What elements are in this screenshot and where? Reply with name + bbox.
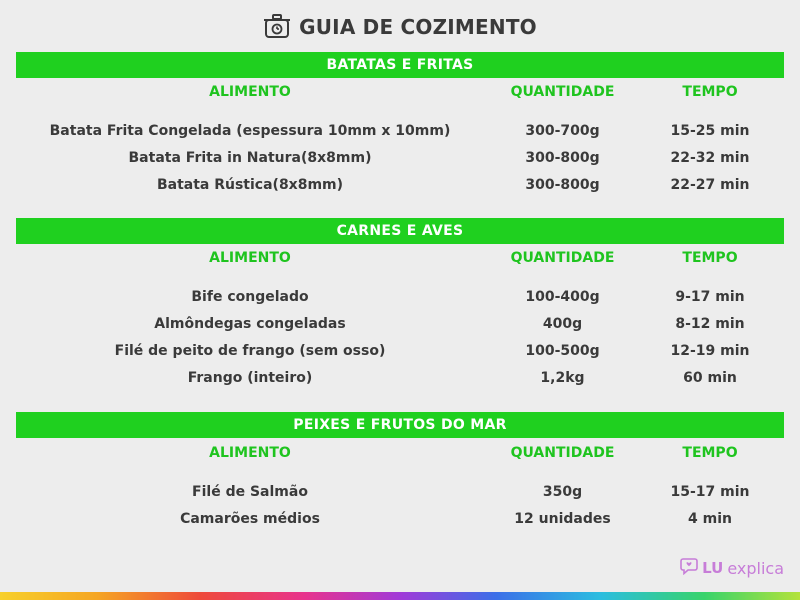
section-header-batatas: BATATAS E FRITAS: [16, 52, 784, 78]
food-cell: Frango (inteiro): [187, 370, 313, 386]
quantity-cell: 12 unidades: [514, 511, 611, 527]
quantity-cell: 300-800g: [525, 150, 600, 166]
page-title: GUIA DE COZIMENTO: [299, 15, 537, 39]
column-header-row: [0, 80, 800, 104]
time-cell: 12-19 min: [670, 343, 750, 359]
table-row: [0, 480, 800, 504]
quantity-cell: 350g: [542, 484, 583, 500]
rainbow-bar: [0, 592, 800, 600]
food-cell: Filé de Salmão: [192, 484, 308, 500]
table-row: [0, 146, 800, 170]
quantity-cell: 1,2kg: [540, 370, 585, 386]
quantity-cell: 300-800g: [525, 177, 600, 193]
time-cell: 4 min: [688, 511, 732, 527]
column-header-food: ALIMENTO: [209, 84, 291, 100]
food-cell: Camarões médios: [180, 511, 320, 527]
table-row: [0, 366, 800, 390]
column-header-quantity: QUANTIDADE: [510, 445, 615, 461]
quantity-cell: 400g: [542, 316, 583, 332]
food-cell: Batata Frita Congelada (espessura 10mm x 10mm): [49, 123, 451, 139]
lu-explica-logo: [680, 556, 784, 580]
time-cell: 15-25 min: [670, 123, 750, 139]
column-header-row: [0, 246, 800, 270]
food-cell: Bife congelado: [191, 289, 309, 305]
table-row: [0, 119, 800, 143]
column-header-food: ALIMENTO: [209, 445, 291, 461]
time-cell: 22-32 min: [670, 150, 750, 166]
food-cell: Filé de peito de frango (sem osso): [114, 343, 386, 359]
section-header-peixes: PEIXES E FRUTOS DO MAR: [16, 412, 784, 438]
time-cell: 8-12 min: [675, 316, 745, 332]
page-header: [0, 12, 800, 42]
column-header-food: ALIMENTO: [209, 250, 291, 266]
quantity-cell: 100-400g: [525, 289, 600, 305]
time-cell: 60 min: [683, 370, 737, 386]
column-header-quantity: QUANTIDADE: [510, 250, 615, 266]
column-header-time: TEMPO: [682, 445, 738, 461]
chat-bubble-icon: [680, 557, 698, 579]
column-header-quantity: QUANTIDADE: [510, 84, 615, 100]
quantity-cell: 300-700g: [525, 123, 600, 139]
food-cell: Almôndegas congeladas: [154, 316, 346, 332]
logo-brand: LU: [702, 559, 724, 577]
column-header-row: [0, 441, 800, 465]
table-row: [0, 312, 800, 336]
section-header-carnes: CARNES E AVES: [16, 218, 784, 244]
table-row: [0, 285, 800, 309]
quantity-cell: 100-500g: [525, 343, 600, 359]
table-row: [0, 339, 800, 363]
time-cell: 15-17 min: [670, 484, 750, 500]
column-header-time: TEMPO: [682, 250, 738, 266]
pressure-cooker-icon: [263, 14, 291, 40]
column-header-time: TEMPO: [682, 84, 738, 100]
food-cell: Batata Rústica(8x8mm): [156, 177, 344, 193]
food-cell: Batata Frita in Natura(8x8mm): [128, 150, 372, 166]
time-cell: 22-27 min: [670, 177, 750, 193]
logo-text: explica: [727, 558, 784, 578]
table-row: [0, 173, 800, 197]
table-row: [0, 507, 800, 531]
time-cell: 9-17 min: [675, 289, 745, 305]
